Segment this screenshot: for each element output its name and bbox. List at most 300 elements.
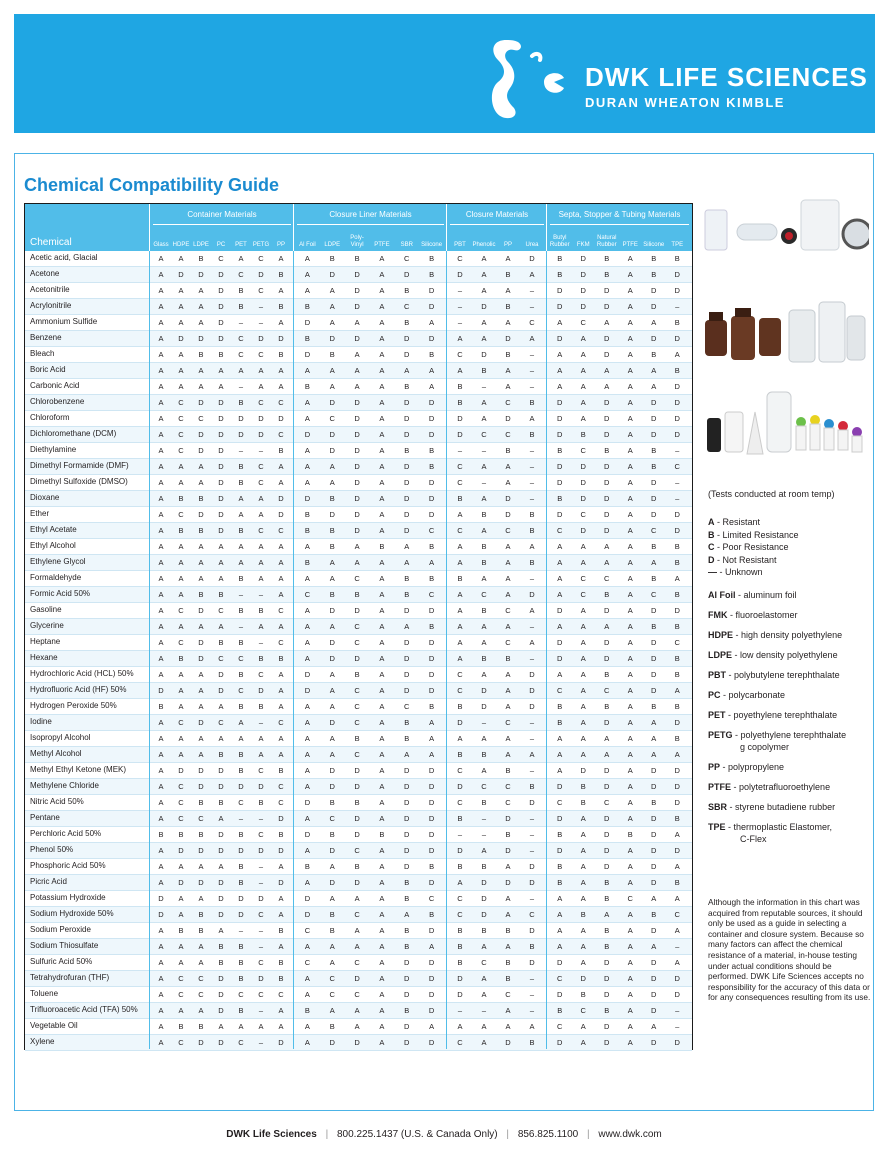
rating-cell: A (505, 750, 511, 759)
rating-cell: B (238, 286, 244, 295)
rating-cell: D (304, 686, 311, 695)
rating-cell: C (457, 766, 463, 775)
rating-cell: B (218, 638, 224, 647)
rating-cell: B (238, 398, 244, 407)
rating-cell: B (404, 894, 410, 903)
rating-cell: B (481, 366, 487, 375)
chemical-name: Bleach (30, 349, 55, 358)
rating-cell: C (238, 1038, 244, 1047)
rating-cell: B (238, 606, 244, 615)
rating-cell: D (218, 894, 224, 903)
rating-cell: C (604, 574, 610, 583)
rating-cell: A (627, 734, 633, 743)
rating-cell: D (218, 478, 224, 487)
abbreviation-item (708, 650, 846, 670)
rating-cell: A (457, 334, 463, 343)
rating-cell: B (674, 702, 680, 711)
rating-cell: – (238, 318, 244, 327)
rating-cell: A (379, 574, 385, 583)
rating-cell: C (354, 958, 360, 967)
rating-cell: – (529, 286, 535, 295)
rating-cell: – (529, 718, 535, 727)
rating-cell: C (354, 574, 360, 583)
rating-cell: D (404, 334, 410, 343)
rating-cell: D (529, 798, 535, 807)
rating-cell: D (178, 878, 184, 887)
rating-cell: – (529, 1006, 535, 1015)
chemical-name: Sulfuric Acid 50% (30, 957, 93, 966)
rating-cell: C (580, 590, 586, 599)
table-row (25, 955, 692, 971)
column-header: SBR (400, 242, 413, 248)
rating-cell: A (580, 382, 586, 391)
rating-cell: C (505, 398, 511, 407)
chemical-name: Acetic acid, Glacial (30, 253, 98, 262)
rating-cell: A (505, 1006, 511, 1015)
rating-cell: D (354, 478, 360, 487)
rating-cell: – (529, 846, 535, 855)
abbreviation-item (708, 710, 846, 730)
rating-cell: A (158, 1022, 164, 1031)
grade-legend-item (708, 566, 799, 579)
abbreviation-code: FMK (708, 610, 728, 620)
rating-cell: A (379, 382, 385, 391)
rating-cell: D (674, 526, 680, 535)
rating-cell: B (218, 350, 224, 359)
rating-cell: B (329, 1022, 335, 1031)
rating-cell: A (505, 670, 511, 679)
rating-cell: B (429, 254, 435, 263)
rating-cell: A (651, 1022, 657, 1031)
rating-cell: A (481, 734, 487, 743)
rating-cell: D (604, 814, 610, 823)
rating-cell: D (258, 974, 264, 983)
table-row (25, 683, 692, 699)
rating-cell: A (604, 910, 610, 919)
rating-cell: D (557, 958, 563, 967)
rating-cell: D (428, 302, 435, 311)
rating-cell: A (354, 894, 360, 903)
rating-cell: D (258, 414, 264, 423)
rating-cell: D (557, 510, 563, 519)
rating-cell: A (178, 302, 184, 311)
chemical-name: Ethylene Glycol (30, 557, 86, 566)
rating-cell: B (304, 382, 310, 391)
rating-cell: A (457, 1022, 463, 1031)
rating-cell: D (604, 350, 610, 359)
chemical-name: Dimethyl Sulfoxide (DMSO) (30, 477, 128, 486)
chemical-name: Vegetable Oil (30, 1021, 78, 1030)
column-header: LDPE (193, 242, 209, 248)
rating-cell: A (329, 622, 335, 631)
footer-phone-us: 800.225.1437 (U.S. & Canada Only) (336, 1129, 498, 1140)
rating-cell: C (457, 894, 463, 903)
rating-cell: B (457, 494, 463, 503)
rating-cell: A (379, 366, 385, 375)
rating-cell: A (580, 926, 586, 935)
rating-cell: A (429, 734, 435, 743)
chemical-name: Ether (30, 509, 50, 518)
abbreviation-code: PTFE (708, 782, 732, 792)
rating-cell: B (429, 862, 435, 871)
rating-cell: A (627, 846, 633, 855)
rating-cell: A (651, 894, 657, 903)
rating-cell: B (604, 926, 610, 935)
rating-cell: D (258, 686, 264, 695)
rating-cell: A (158, 270, 164, 279)
rating-cell: A (178, 574, 184, 583)
rating-cell: A (404, 558, 410, 567)
rating-cell: D (198, 782, 204, 791)
rating-cell: D (428, 1006, 435, 1015)
rating-cell: D (428, 510, 435, 519)
table-row (25, 827, 692, 843)
rating-cell: D (304, 494, 311, 503)
abbreviation-item (708, 670, 846, 690)
rating-cell: D (329, 766, 335, 775)
column-header: HDPE (172, 242, 190, 248)
rating-cell: D (481, 910, 487, 919)
rating-cell: D (218, 302, 224, 311)
rating-cell: A (379, 606, 385, 615)
rating-cell: A (158, 446, 164, 455)
abbreviation-code: LDPE (708, 650, 733, 660)
rating-cell: B (178, 830, 184, 839)
rating-cell: D (580, 494, 586, 503)
rating-cell: D (604, 334, 610, 343)
rating-cell: A (178, 942, 184, 951)
rating-cell: – (258, 718, 264, 727)
rating-cell: B (580, 430, 586, 439)
rating-cell: C (457, 670, 463, 679)
rating-cell: – (529, 654, 535, 663)
rating-cell: A (481, 638, 487, 647)
rating-cell: A (481, 526, 487, 535)
rating-cell: B (238, 958, 244, 967)
rating-cell: A (218, 814, 224, 823)
rating-cell: A (158, 798, 164, 807)
rating-cell: A (580, 542, 586, 551)
rating-cell: B (354, 798, 360, 807)
rating-cell: C (238, 350, 244, 359)
rating-cell: D (428, 638, 435, 647)
footer (0, 1129, 888, 1140)
rating-cell: A (379, 526, 385, 535)
rating-cell: D (329, 606, 335, 615)
rating-cell: A (627, 862, 633, 871)
rating-cell: A (379, 1022, 385, 1031)
rating-cell: A (304, 702, 310, 711)
rating-cell: D (404, 638, 410, 647)
rating-cell: A (304, 606, 310, 615)
rating-cell: D (198, 430, 204, 439)
rating-cell: A (329, 686, 335, 695)
rating-cell: A (278, 382, 284, 391)
rating-cell: B (505, 766, 511, 775)
table-row (25, 1003, 692, 1019)
rating-cell: D (218, 462, 224, 471)
rating-cell: C (178, 814, 184, 823)
rating-cell: A (238, 494, 244, 503)
rating-cell: B (354, 254, 360, 263)
rating-cell: B (557, 878, 563, 887)
rating-cell: D (674, 718, 680, 727)
rating-cell: A (557, 318, 563, 327)
rating-cell: A (627, 638, 633, 647)
column-header: Glass (153, 242, 169, 248)
rating-cell: A (429, 718, 435, 727)
rating-cell: B (329, 350, 335, 359)
rating-cell: C (258, 462, 264, 471)
rating-cell: A (158, 350, 164, 359)
table-row (25, 987, 692, 1003)
rating-cell: A (580, 894, 586, 903)
rating-cell: C (304, 590, 311, 599)
rating-cell: A (481, 494, 487, 503)
rating-cell: D (278, 494, 284, 503)
rating-cell: – (457, 1006, 463, 1015)
rating-cell: B (529, 1038, 535, 1047)
rating-cell: D (428, 430, 435, 439)
rating-cell: B (604, 446, 610, 455)
rating-cell: D (354, 494, 360, 503)
rating-cell: A (218, 382, 224, 391)
table-row (25, 763, 692, 779)
rating-cell: – (238, 590, 244, 599)
rating-cell: A (457, 558, 463, 567)
rating-cell: D (457, 990, 463, 999)
rating-cell: D (258, 270, 264, 279)
rating-cell: B (529, 526, 535, 535)
rating-cell: D (604, 286, 610, 295)
chemical-name: Formaldehyde (30, 573, 82, 582)
rating-cell: A (627, 286, 633, 295)
rating-cell: C (674, 462, 680, 471)
rating-cell: A (651, 558, 657, 567)
rating-cell: A (557, 942, 563, 951)
abbreviation-description: - high density polyethylene (733, 630, 843, 640)
rating-cell: A (178, 702, 184, 711)
rating-cell: A (178, 366, 184, 375)
rating-cell: D (258, 782, 264, 791)
table-row (25, 715, 692, 731)
rating-cell: B (604, 590, 610, 599)
rating-cell: D (404, 1038, 410, 1047)
rating-cell: B (178, 494, 184, 503)
rating-cell: A (158, 654, 164, 663)
rating-cell: A (627, 974, 633, 983)
rating-cell: A (529, 750, 535, 759)
rating-cell: A (379, 494, 385, 503)
table-row (25, 379, 692, 395)
chemical-name: Hydrochloric Acid (HCL) 50% (30, 669, 134, 678)
rating-cell: C (178, 1038, 184, 1047)
rating-cell: – (258, 1038, 264, 1047)
chemical-name: Chlorobenzene (30, 397, 85, 406)
rating-cell: A (158, 542, 164, 551)
rating-cell: A (354, 382, 360, 391)
rating-cell: B (278, 654, 284, 663)
rating-cell: A (379, 798, 385, 807)
chemical-name: Dioxane (30, 493, 60, 502)
rating-cell: D (198, 1038, 204, 1047)
rating-cell: B (329, 542, 335, 551)
rating-cell: A (457, 622, 463, 631)
rating-cell: D (674, 766, 680, 775)
rating-cell: D (651, 926, 657, 935)
rating-cell: A (158, 318, 164, 327)
rating-cell: D (674, 382, 680, 391)
rating-cell: C (457, 254, 463, 263)
rating-cell: D (329, 654, 335, 663)
rating-cell: B (457, 942, 463, 951)
table-row (25, 859, 692, 875)
rating-cell: A (178, 862, 184, 871)
rating-cell: B (238, 638, 244, 647)
rating-cell: B (429, 910, 435, 919)
rating-cell: A (258, 622, 264, 631)
abbreviation-code: PETG (708, 730, 733, 740)
rating-cell: D (557, 1038, 563, 1047)
rating-cell: A (329, 734, 335, 743)
rating-cell: A (580, 414, 586, 423)
rating-cell: A (580, 334, 586, 343)
rating-cell: D (404, 478, 410, 487)
rating-cell: D (404, 526, 410, 535)
rating-cell: B (604, 270, 610, 279)
rating-cell: A (198, 670, 204, 679)
rating-cell: D (404, 766, 410, 775)
rating-cell: D (674, 414, 680, 423)
rating-cell: D (481, 686, 487, 695)
rating-cell: A (329, 670, 335, 679)
rating-cell: A (505, 382, 511, 391)
rating-cell: A (505, 286, 511, 295)
rating-cell: D (674, 782, 680, 791)
rating-cell: A (198, 542, 204, 551)
table-row (25, 427, 692, 443)
rating-cell: A (580, 350, 586, 359)
rating-cell: D (481, 878, 487, 887)
column-group-rule (450, 224, 544, 225)
rating-cell: B (218, 958, 224, 967)
rating-cell: B (238, 766, 244, 775)
rating-cell: – (675, 446, 680, 455)
table-row (25, 747, 692, 763)
rating-cell: A (329, 958, 335, 967)
rating-cell: A (505, 862, 511, 871)
rating-cell: A (304, 254, 310, 263)
rating-cell: A (304, 622, 310, 631)
rating-cell: D (651, 782, 657, 791)
rating-cell: – (675, 302, 680, 311)
rating-cell: D (428, 958, 435, 967)
rating-cell: – (675, 942, 680, 951)
rating-cell: D (218, 270, 224, 279)
header-banner (14, 14, 875, 133)
rating-cell: A (429, 942, 435, 951)
disclaimer-text: Although the information in this chart was acquired from reputable sources, it should only be used as a guide in selecting a container and closure system. Because so many factors can affect the chemical resistance of a material, in-house testing under actual conditions should be performed. DWK Life Sciences accepts no responsibility for the accuracy of this data or for any consequences resulting from its use. (708, 897, 871, 1003)
rating-cell: A (238, 718, 244, 727)
rating-cell: A (354, 318, 360, 327)
rating-cell: D (218, 910, 224, 919)
rating-cell: A (557, 734, 563, 743)
rating-cell: D (428, 398, 435, 407)
rating-cell: A (278, 910, 284, 919)
rating-cell: – (258, 638, 264, 647)
rating-cell: C (354, 718, 360, 727)
rating-cell: A (627, 350, 633, 359)
rating-cell: – (481, 718, 487, 727)
rating-cell: C (258, 830, 264, 839)
rating-cell: A (329, 286, 335, 295)
rating-cell: A (379, 398, 385, 407)
rating-cell: A (278, 1022, 284, 1031)
rating-cell: C (354, 910, 360, 919)
rating-cell: D (404, 814, 410, 823)
rating-cell: A (329, 478, 335, 487)
rating-cell: B (429, 462, 435, 471)
rating-cell: D (404, 846, 410, 855)
rating-cell: B (505, 446, 511, 455)
rating-cell: A (379, 670, 385, 679)
rating-cell: C (198, 414, 204, 423)
rating-cell: A (429, 366, 435, 375)
rating-cell: D (604, 1022, 610, 1031)
rating-cell: D (604, 766, 610, 775)
chemical-name: Ethyl Alcohol (30, 541, 76, 550)
rating-cell: C (238, 798, 244, 807)
rating-cell: A (198, 302, 204, 311)
chemical-name: Sodium Hydroxide 50% (30, 909, 114, 918)
rating-cell: D (428, 974, 435, 983)
rating-cell: C (278, 782, 284, 791)
rating-cell: A (304, 750, 310, 759)
rating-cell: A (158, 286, 164, 295)
rating-cell: – (529, 366, 535, 375)
rating-cell: D (651, 430, 657, 439)
rating-cell: D (404, 398, 410, 407)
footer-website-link[interactable]: www.dwk.com (598, 1129, 662, 1140)
rating-cell: B (674, 558, 680, 567)
rating-cell: D (158, 686, 164, 695)
rating-cell: A (505, 734, 511, 743)
rating-cell: D (278, 414, 284, 423)
rating-cell: B (651, 542, 657, 551)
rating-cell: B (258, 702, 264, 711)
rating-cell: B (651, 574, 657, 583)
rating-cell: C (278, 526, 284, 535)
rating-cell: D (557, 430, 563, 439)
rating-cell: A (604, 558, 610, 567)
rating-cell: D (651, 302, 657, 311)
rating-cell: D (218, 878, 224, 887)
rating-cell: D (218, 974, 224, 983)
rating-cell: D (428, 878, 435, 887)
rating-cell: D (651, 990, 657, 999)
chemical-name: Sodium Peroxide (30, 925, 91, 934)
rating-cell: D (198, 846, 204, 855)
rating-cell: B (557, 494, 563, 503)
rating-cell: D (604, 782, 610, 791)
rating-cell: C (178, 510, 184, 519)
abbreviation-item (708, 782, 846, 802)
rating-cell: A (304, 942, 310, 951)
rating-cell: D (428, 830, 435, 839)
rating-cell: D (218, 1006, 224, 1015)
column-group-rule (297, 224, 444, 225)
rating-cell: A (627, 1022, 633, 1031)
